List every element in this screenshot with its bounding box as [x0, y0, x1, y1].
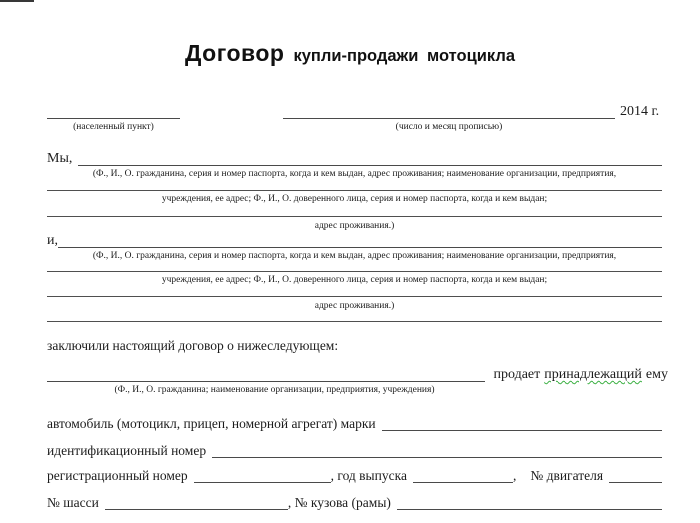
- vin-row: [47, 441, 662, 458]
- body-frame-label: , № кузова (рамы): [287, 495, 391, 510]
- party2-caption3: адрес проживания.): [314, 301, 395, 311]
- party1-line3-field[interactable]: [47, 212, 662, 217]
- seller-caption: (Ф., И., О. гражданина; наименование организации, предприятия, учреждения): [114, 385, 435, 395]
- vehicle-row: [47, 414, 662, 431]
- party1-line2-field[interactable]: [47, 186, 662, 191]
- registration-row: [47, 466, 662, 483]
- engine-number-field[interactable]: [609, 466, 662, 483]
- party1-caption3: адрес проживания.): [314, 221, 395, 231]
- party1-caption1: (Ф., И., О. гражданина, серия и номер паспорта, когда и кем выдан, адрес проживания; наименование организации, предприятия,: [92, 169, 617, 179]
- chassis-label: № шасси: [47, 495, 99, 510]
- party2-name-field[interactable]: [58, 232, 662, 248]
- title-rest: купли-продажи мотоцикла: [293, 47, 515, 65]
- him-word: ему: [645, 367, 668, 382]
- party1-row: [47, 150, 662, 166]
- date-field[interactable]: [283, 106, 615, 119]
- reg-number-field[interactable]: [194, 466, 331, 483]
- party2-caption1: (Ф., И., О. гражданина, серия и номер паспорта, когда и кем выдан, адрес проживания; наименование организации, предприятия,: [92, 251, 617, 261]
- seller-name-field[interactable]: [47, 366, 485, 382]
- party2-prefix: и,: [47, 233, 58, 248]
- title-main: Договор: [185, 40, 285, 66]
- settlement-field[interactable]: [47, 106, 180, 119]
- sells-word: продает: [493, 367, 541, 382]
- reg-number-label: регистрационный номер: [47, 468, 188, 483]
- party1-name-field[interactable]: [78, 150, 662, 166]
- document-title: [0, 40, 700, 67]
- year-of-issue-field[interactable]: [413, 466, 513, 483]
- party2-line4-field[interactable]: [47, 317, 662, 322]
- vin-field[interactable]: [212, 441, 662, 458]
- top-border-artifact: [0, 0, 34, 2]
- concluded-text: заключили настоящий договор о нижеследующем:: [47, 338, 339, 353]
- party1-prefix: Мы,: [47, 151, 73, 166]
- engine-number-label: № двигателя: [530, 468, 604, 483]
- party2-caption2: учреждения, ее адрес; Ф., И., О. доверенного лица, серия и номер паспорта, когда и кем выдан;: [161, 275, 548, 285]
- party1-caption2: учреждения, ее адрес; Ф., И., О. доверенного лица, серия и номер паспорта, когда и кем выдан;: [161, 194, 548, 204]
- belonging-word: принадлежащий: [544, 367, 642, 382]
- party2-line2-field[interactable]: [47, 267, 662, 272]
- vin-label: идентификационный номер: [47, 443, 207, 458]
- year-of-issue-label: , год выпуска: [330, 468, 407, 483]
- party2-line3-field[interactable]: [47, 292, 662, 297]
- year-label: 2014 г.: [620, 104, 660, 119]
- vehicle-make-field[interactable]: [382, 414, 662, 431]
- chassis-row: [47, 493, 662, 510]
- body-frame-field[interactable]: [397, 493, 662, 510]
- settlement-caption: (населенный пункт): [73, 122, 154, 132]
- chassis-field[interactable]: [105, 493, 288, 510]
- vehicle-label: автомобиль (мотоцикл, прицеп, номерной агрегат) марки: [47, 416, 376, 431]
- seller-row: [47, 366, 668, 382]
- party2-row: [47, 232, 662, 248]
- comma-separator: ,: [512, 468, 517, 483]
- date-caption: (число и месяц прописью): [395, 122, 503, 132]
